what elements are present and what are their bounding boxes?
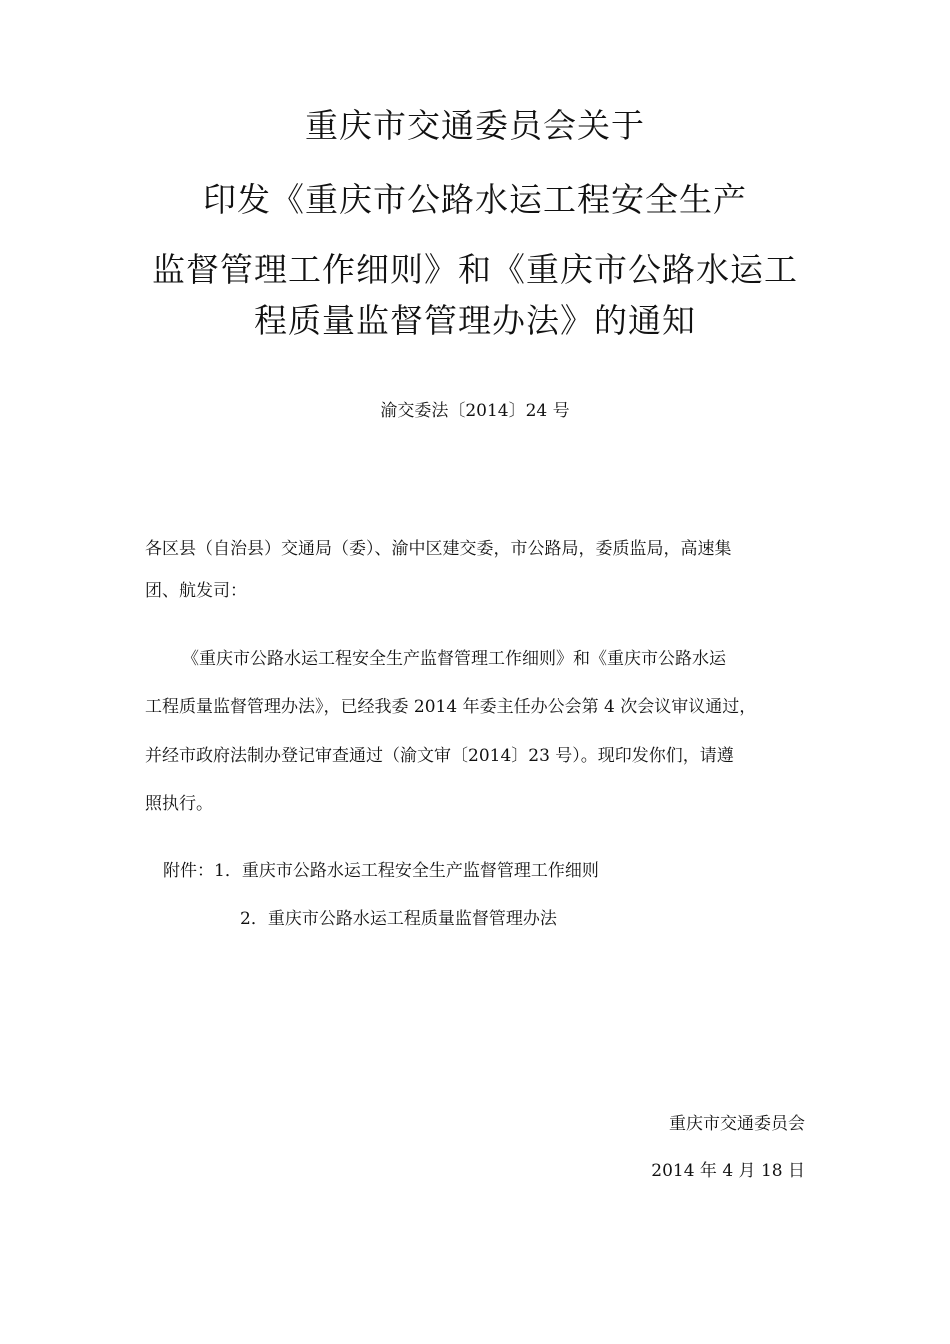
document-number: 渝交委法〔2014〕24 号 — [380, 401, 570, 421]
title-line-3: 监督管理工作细则》和《重庆市公路水运工 — [152, 250, 798, 289]
title-line-2: 印发《重庆市公路水运工程安全生产 — [203, 180, 747, 219]
body-line-4: 照执行。 — [145, 794, 213, 814]
body-line-3: 并经市政府法制办登记审查通过（渝文审〔2014〕23 号）。现印发你们，请遵 — [145, 746, 734, 766]
attachment-item-1: 附件：1．重庆市公路水运工程安全生产监督管理工作细则 — [163, 861, 599, 881]
signature-date: 2014 年 4 月 18 日 — [651, 1161, 805, 1181]
recipients-line-1: 各区县（自治县）交通局（委）、渝中区建交委，市公路局，委质监局，高速集 — [145, 539, 732, 559]
signature-organization: 重庆市交通委员会 — [669, 1114, 805, 1134]
recipients-line-2: 团、航发司： — [145, 581, 247, 601]
title-line-4: 程质量监督管理办法》的通知 — [254, 301, 696, 340]
body-line-1: 《重庆市公路水运工程安全生产监督管理工作细则》和《重庆市公路水运 — [182, 649, 726, 669]
attachment-item-2: 2．重庆市公路水运工程质量监督管理办法 — [240, 909, 557, 929]
title-line-1: 重庆市交通委员会关于 — [305, 106, 645, 145]
body-line-2: 工程质量监督管理办法》，已经我委 2014 年委主任办公会第 4 次会议审议通过， — [145, 697, 757, 717]
